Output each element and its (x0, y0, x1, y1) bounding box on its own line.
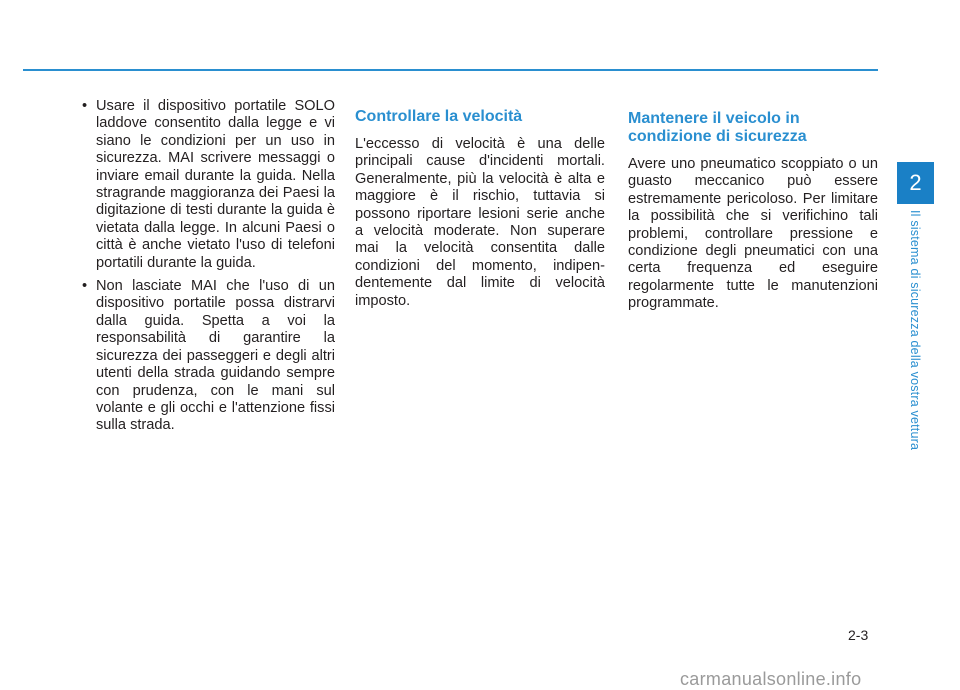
chapter-tab (897, 162, 934, 204)
section-body-speed: L'eccesso di velocità è una delle principali cause d'incidenti mortali. Generalmente, più la velocità è alta e maggiore è il rischio, tuttavia si possono riportare lesioni serie anche a velocità moderate. Non superare mai la velocità consentita dalle condizioni del momento, indipen-dentemente dal limite di velocità imposto. (355, 136, 605, 309)
page-number: 2-3 (848, 627, 869, 643)
list-item: • Usare il dispositivo portatile SOLO laddove consentito dalla legge e vi siano le condizioni per un uso in sicurezza. MAI scrivere messaggi o inviare email durante la guida. Nella stragrande maggioranza dei Paesi la digitazione di testi durante la guida è vietata dalla legge. In alcuni Paesi o città è anche vietato l'uso di telefoni portatili durante la guida. (80, 98, 335, 272)
bullet-list (80, 98, 335, 435)
chapter-number: 2 (909, 170, 922, 195)
watermark: carmanualsonline.info (680, 669, 862, 689)
list-item: • Non lasciate MAI che l'uso di un dispositivo portatile possa distrarvi dalla guida. Spetta a voi la responsabilità di garantire la sicurezza dei passeggeri e degli altri utenti della strada guidando sempre con prudenza, con le mani sul volante e gli occhi e l'attenzione fissi sulla strada. (80, 278, 335, 435)
chapter-side-title: Il sistema di sicurezza della vostra vettura (908, 210, 922, 451)
column-1 (80, 98, 335, 441)
section-body-vehicle-safety: Avere uno pneumatico scoppiato o un guasto meccanico può essere estremamente pericoloso. Per limitare la possibilità che si verifichino tali problemi, controllare pressione e condizione degli pneumatici con una certa frequenza ed eseguire regolarmente tutte le manutenzioni programmate. (628, 156, 878, 312)
column-3 (628, 110, 878, 313)
section-heading-vehicle-safety: Mantenere il veicolo in condizione di sicurezza (628, 110, 807, 145)
header-rule (23, 69, 878, 71)
section-heading-speed: Controllare la velocità (355, 108, 523, 125)
column-2 (355, 108, 605, 310)
